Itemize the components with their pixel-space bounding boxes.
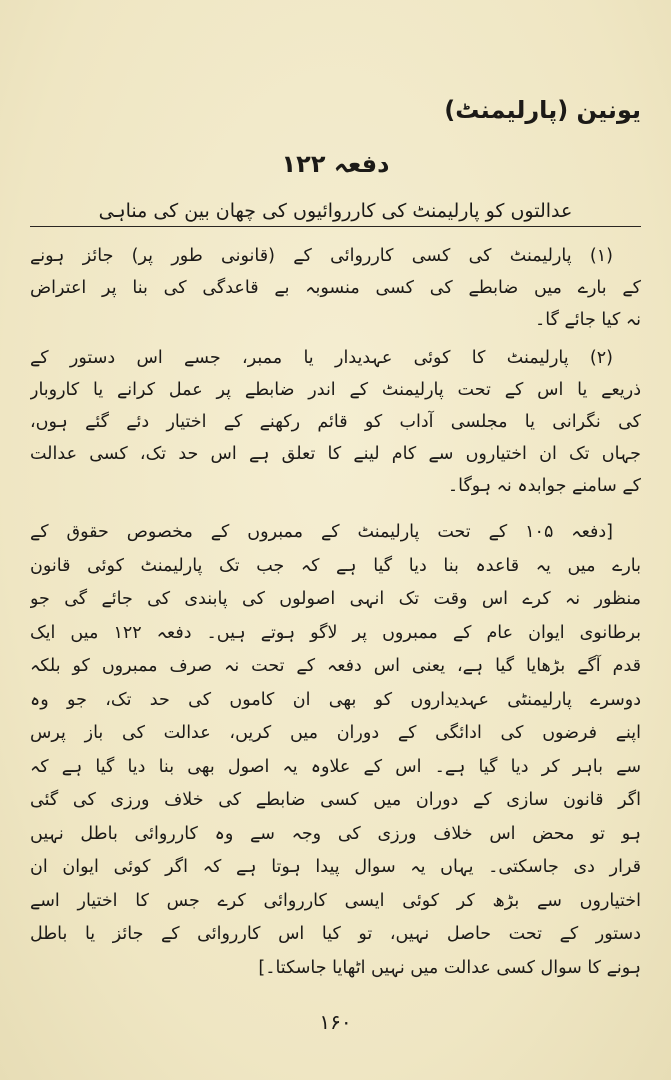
text-line: سے باہر کر دیا گیا ہے۔ اس کے علاوہ یہ اصول بھی بنا دیا گیا ہے کہ	[30, 756, 641, 777]
text-line: اگر قانون سازی کے دوران میں کسی ضابطے کی خلاف ورزی کی گئی	[30, 790, 641, 810]
clause-1	[30, 240, 641, 336]
text-line: جہاں تک ان اختیاروں سے کام لینے کا تعلق ہے اس حد تک، کسی عدالت	[30, 444, 641, 464]
text-line: نہ کیا جائے گا۔	[535, 310, 641, 330]
editorial-note	[30, 516, 641, 985]
text-line: (۲) پارلیمنٹ کا کوئی عہدیدار یا ممبر، جسے اس دستور کے	[30, 348, 613, 368]
text-line: دستور کے تحت حاصل نہیں، تو کیا اس کارروائی کے جائز یا باطل	[30, 924, 641, 944]
section-number: دفعہ ۱۲۲	[281, 150, 390, 178]
text-line: قرار دی جاسکتی۔ یہاں یہ سوال پیدا ہوتا ہے کہ اگر کوئی ایوان ان	[30, 857, 641, 877]
text-line: ہو تو محض اس خلاف ورزی کی وجہ سے وہ کارروائی باطل نہیں	[30, 823, 641, 844]
text-line: ہونے کا سوال کسی عدالت میں نہیں اٹھایا جاسکتا۔]	[258, 957, 641, 978]
text-line: دوسرے پارلیمنٹی عہدیداروں کو بھی ان کاموں کی حد تک، جو وہ	[30, 689, 641, 710]
text-line: [دفعہ ۱۰۵ کے تحت پارلیمنٹ کے ممبروں کے مخصوص حقوق کے	[30, 522, 613, 542]
running-header: یونین (پارلیمنٹ)	[444, 96, 641, 124]
text-line: کی نگرانی یا مجلسی آداب کو قائم رکھنے کے اختیار دئے گئے ہوں،	[30, 412, 641, 432]
text-line: ذریعے یا اس کے تحت پارلیمنٹ کے اندر ضابطے پر عمل کرانے یا کاروبار	[30, 380, 641, 400]
section-heading: عدالتوں کو پارلیمنٹ کی کارروائیوں کی چھان بین کی مناہی	[30, 200, 641, 227]
text-line: اختیاروں سے بڑھ کر کوئی ایسی کارروائی کرے جس کا اختیار اسے	[30, 890, 641, 911]
text-line: قدم آگے بڑھایا گیا ہے، یعنی اس دفعہ کے تحت نہ صرف ممبروں کو بلکہ	[30, 656, 641, 676]
clause-2	[30, 342, 641, 502]
text-line: کے سامنے جوابدہ نہ ہوگا۔	[447, 476, 641, 496]
text-line: (۱) پارلیمنٹ کی کسی کارروائی کے (قانونی طور پر) جائز ہونے	[30, 246, 613, 266]
text-line: منظور نہ کرے اس وقت تک انہی اصولوں کی پابندی کی جائے گی جو	[30, 589, 641, 609]
text-line: اپنے فرضوں کی ادائگی کے دوران میں کریں، عدالت کی باز پرس	[30, 723, 641, 743]
text-line: برطانوی ایوان عام کے ممبروں پر لاگو ہوتے ہیں۔ دفعہ ۱۲۲ میں ایک	[30, 622, 641, 643]
text-line: کے بارے میں ضابطے کی کسی منسوبہ بے قاعدگی کی بنا پر اعتراض	[30, 278, 641, 298]
page-number: ۱۶۰	[319, 1010, 352, 1034]
text-line: بارے میں یہ قاعدہ بنا دیا گیا ہے کہ جب تک پارلیمنٹ کوئی قانون	[30, 555, 641, 576]
